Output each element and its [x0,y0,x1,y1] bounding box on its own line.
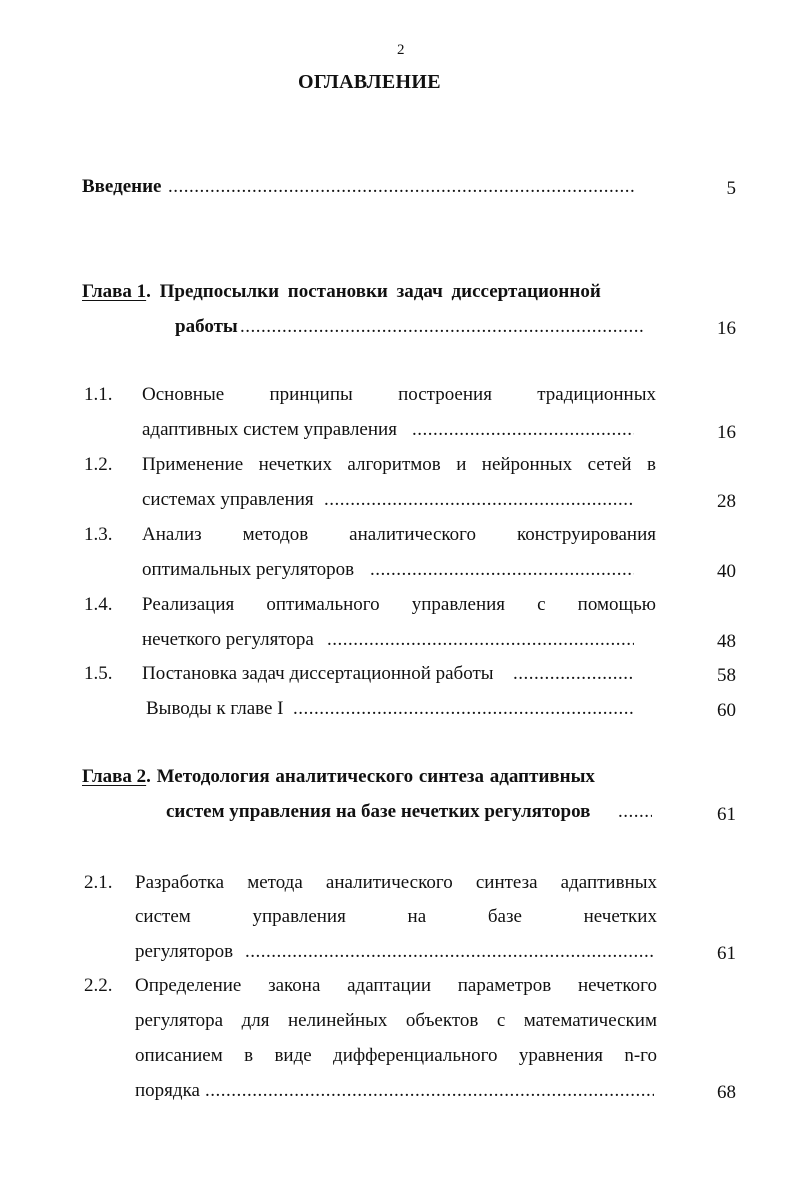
toc-word: на [407,906,427,927]
toc-leader-dots [327,628,634,652]
toc-intro-label[interactable]: Введение [82,176,162,197]
section-number: 1.4. [84,594,113,615]
chapter1-page: 16 [717,318,736,339]
toc-word: дифференциального [333,1045,498,1066]
toc-word: n-го [624,1045,657,1066]
toc-word: уравнения [518,1045,603,1066]
toc-word: систем [135,906,191,927]
toc-word: Основные [142,384,225,405]
section-2-2-title-line4: порядка [135,1080,200,1101]
section-2-1-title-line3: регуляторов [135,941,234,962]
toc-word: объектов [405,1010,479,1031]
toc-intro-page: 5 [726,178,736,199]
toc-word: с [496,1010,506,1031]
toc-word: Применение [142,454,244,475]
chapter2-title-line2: систем управления на базе нечетких регуляторов [166,801,591,822]
section-1-4-title-line1[interactable] [142,593,656,617]
chapter1-heading[interactable] [82,280,601,304]
section-2-1-title-line2 [135,905,657,929]
chapter1-prefix: Глава 1 [82,281,147,302]
toc-word: регулятора [135,1010,224,1031]
toc-leader-dots [618,800,652,824]
toc-word: нечетких [583,906,657,927]
toc-word: управления [252,906,346,927]
toc-word: Реализация [142,594,235,615]
section-1-5-title[interactable]: Постановка задач диссертационной работы [142,663,494,684]
toc-word: оптимального [266,594,380,615]
toc-word: описанием [135,1045,223,1066]
toc-word: построения [398,384,492,405]
chapter1-title-line1: . Предпосылки постановки задач диссертационной [146,281,601,302]
toc-word: традиционных [537,384,656,405]
toc-leader-dots [293,697,634,721]
section-1-1-page: 16 [717,422,736,443]
section-number: 1.5. [84,663,113,684]
toc-word: с [537,594,546,615]
toc-leader-dots [168,175,634,199]
toc-word: сетей [587,454,632,475]
toc-word: нелинейных [287,1010,388,1031]
chapter2-page: 61 [717,804,736,825]
toc-word: параметров [457,975,552,996]
chapter2-title-line1: . Методология аналитического синтеза адаптивных [146,766,595,787]
toc-word: помощью [577,594,656,615]
section-1-3-title-line1[interactable] [142,523,656,547]
section-2-2-title-line3 [135,1044,657,1068]
toc-word: синтеза [475,872,538,893]
toc-leader-dots [240,315,643,339]
toc-word: в [244,1045,254,1066]
toc-word: адаптивных [560,872,657,893]
toc-word: алгоритмов [347,454,441,475]
chapter1-conclusions[interactable]: Выводы к главе I [146,698,284,719]
toc-leader-dots [370,558,634,582]
section-2-1-title-line1[interactable] [135,871,657,895]
toc-word: аналитического [325,872,453,893]
toc-word: методов [242,524,309,545]
section-1-5-page: 58 [717,665,736,686]
chapter1-conclusions-page: 60 [717,700,736,721]
section-1-2-page: 28 [717,491,736,512]
section-1-4-title-line2: нечеткого регулятора [142,629,314,650]
chapter2-heading[interactable] [82,765,595,789]
section-1-2-title-line1[interactable] [142,453,656,477]
page-title: ОГЛАВЛЕНИЕ [298,71,441,93]
section-1-4-page: 48 [717,631,736,652]
toc-word: Определение [135,975,242,996]
toc-word: виде [274,1045,312,1066]
toc-leader-dots [205,1079,654,1103]
chapter2-prefix: Глава 2 [82,766,147,787]
section-number: 1.3. [84,524,113,545]
section-1-3-title-line2: оптимальных регуляторов [142,559,355,580]
toc-leader-dots [245,940,654,964]
toc-word: закона [268,975,321,996]
toc-word: управления [411,594,506,615]
toc-leader-dots [412,418,634,442]
section-1-1-title-line1[interactable] [142,383,656,407]
toc-word: Разработка [135,872,225,893]
toc-word: Анализ [142,524,202,545]
section-1-2-title-line2: системах управления [142,489,314,510]
section-number: 1.1. [84,384,113,405]
section-number: 2.2. [84,975,113,996]
toc-word: для [241,1010,270,1031]
toc-word: адаптации [347,975,432,996]
page-number: 2 [397,42,405,58]
section-2-2-page: 68 [717,1082,736,1103]
toc-word: нейронных [481,454,573,475]
toc-word: нечеткого [577,975,657,996]
chapter1-title-line2: работы [175,316,238,337]
toc-word: метода [247,872,303,893]
toc-word: базе [487,906,522,927]
toc-word: принципы [269,384,353,405]
toc-word: аналитического [349,524,476,545]
toc-word: математическим [523,1010,657,1031]
toc-word: конструирования [516,524,656,545]
toc-leader-dots [324,488,634,512]
section-1-3-page: 40 [717,561,736,582]
section-2-1-page: 61 [717,943,736,964]
section-2-2-title-line1[interactable] [135,974,657,998]
toc-leader-dots [513,662,634,686]
toc-word: и [456,454,467,475]
toc-word: нечетких [258,454,332,475]
section-number: 2.1. [84,872,113,893]
section-2-2-title-line2 [135,1009,657,1033]
section-1-1-title-line2: адаптивных систем управления [142,419,397,440]
toc-word: в [647,454,656,475]
section-number: 1.2. [84,454,113,475]
